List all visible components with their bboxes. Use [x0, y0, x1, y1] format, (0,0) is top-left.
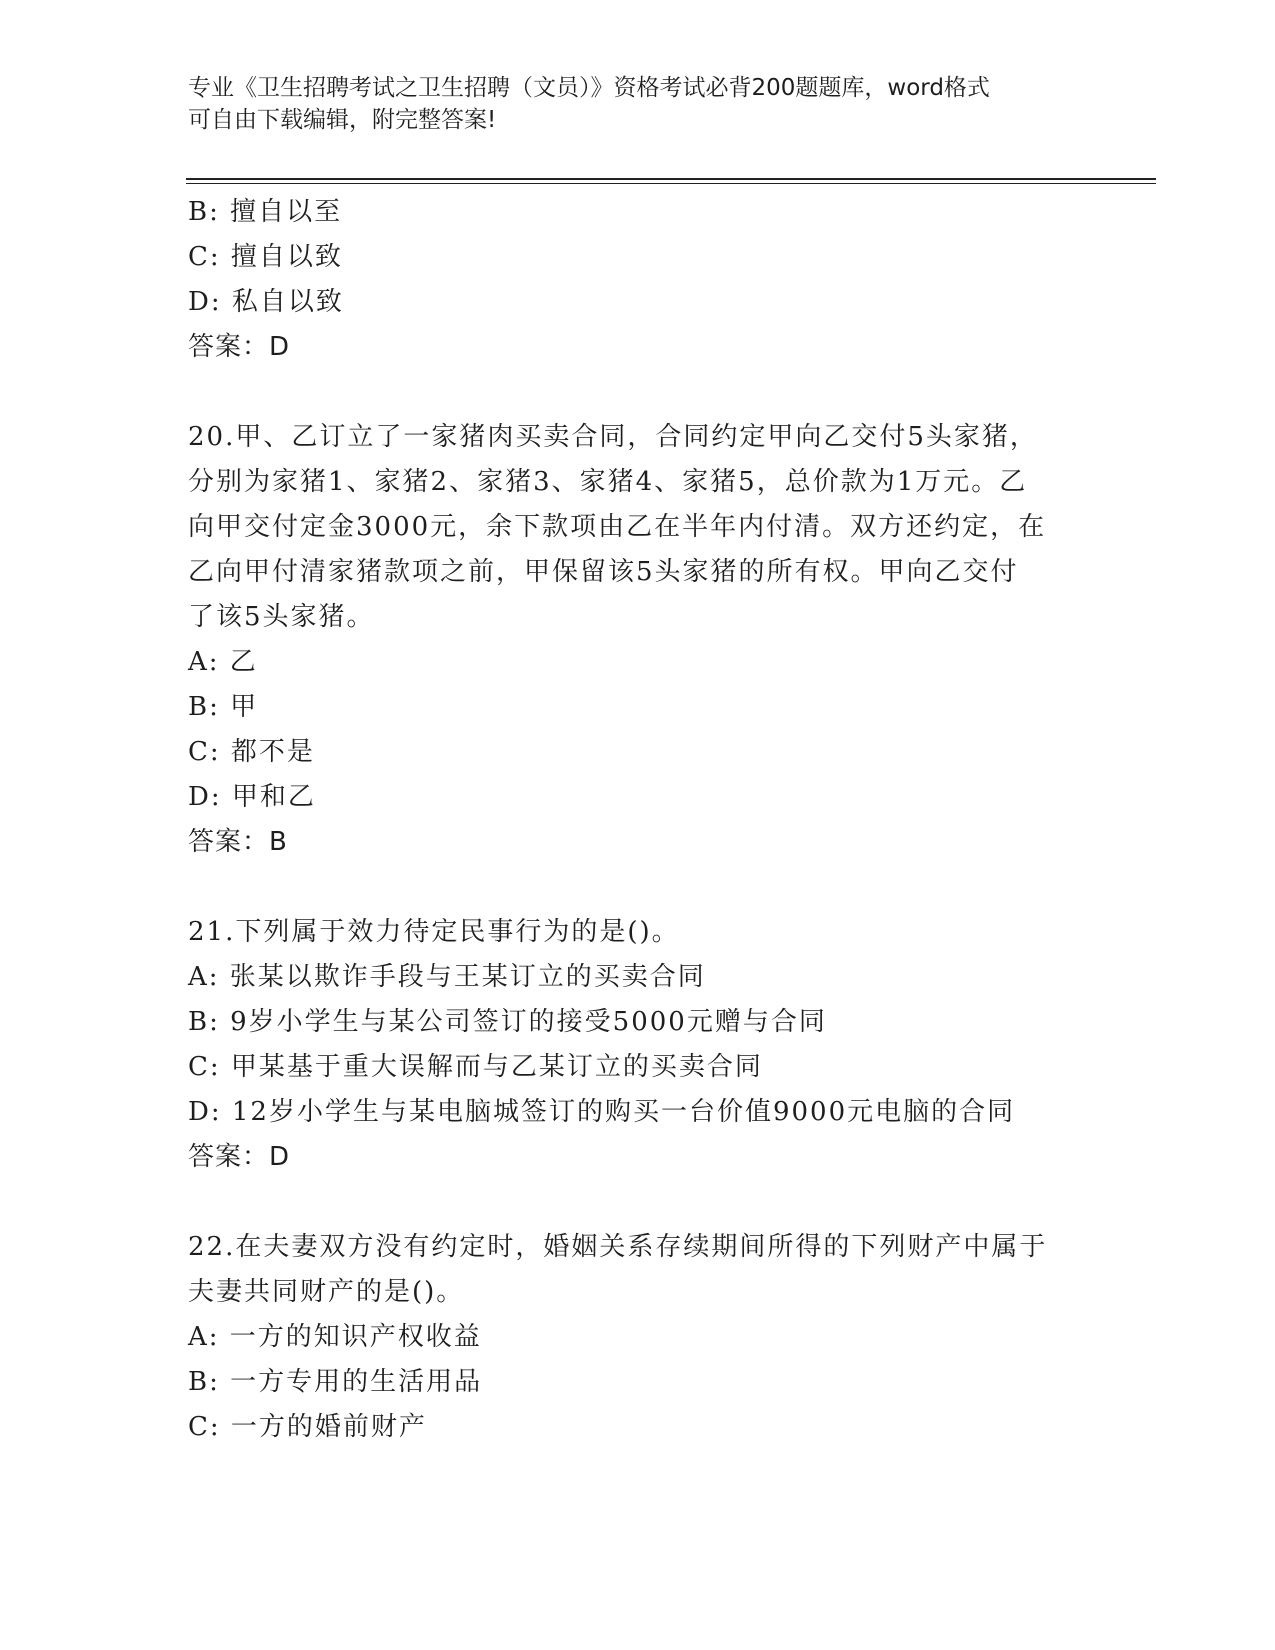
spacer [188, 370, 1088, 415]
question-block [188, 190, 1088, 370]
spacer [188, 865, 1088, 910]
question-stem-line: 了该5头家猪。 [188, 602, 375, 632]
option-a: A: 乙 [188, 647, 258, 677]
question-block [188, 910, 1088, 1180]
spacer [188, 1180, 1088, 1225]
question-stem-line: 向甲交付定金3000元，余下款项由乙在半年内付清。双方还约定，在 [188, 512, 1047, 542]
option-c: C: 擅自以致 [188, 242, 343, 272]
header-line-2: 可自由下载编辑，附完整答案! [188, 107, 497, 133]
option-c: C: 一方的婚前财产 [188, 1412, 427, 1442]
option-b: B: 擅自以至 [188, 197, 343, 227]
header-line-1: 专业《卫生招聘考试之卫生招聘（文员）》资格考试必背200题题库，word格式 [188, 75, 990, 101]
header-rule-thick [186, 178, 1156, 180]
option-b: B: 9岁小学生与某公司签订的接受5000元赠与合同 [188, 1007, 827, 1037]
answer-line: 答案：B [188, 827, 288, 857]
question-stem-line: 夫妻共同财产的是()。 [188, 1277, 465, 1307]
header-rule-thin [186, 183, 1156, 184]
option-c: C: 甲某基于重大误解而与乙某订立的买卖合同 [188, 1052, 763, 1082]
option-d: D: 12岁小学生与某电脑城签订的购买一台价值9000元电脑的合同 [188, 1097, 1016, 1127]
question-stem-line: 乙向甲付清家猪款项之前，甲保留该5头家猪的所有权。甲向乙交付 [188, 557, 1019, 587]
option-c: C: 都不是 [188, 737, 315, 767]
option-b: B: 甲 [188, 692, 259, 722]
option-b: B: 一方专用的生活用品 [188, 1367, 483, 1397]
option-d: D: 甲和乙 [188, 782, 316, 812]
question-block [188, 415, 1088, 865]
option-a: A: 一方的知识产权收益 [188, 1322, 482, 1352]
option-d: D: 私自以致 [188, 287, 344, 317]
question-list [188, 190, 1088, 1450]
answer-line: 答案：D [188, 332, 291, 362]
question-stem-line: 20.甲、乙订立了一家猪肉买卖合同，合同约定甲向乙交付5头家猪， [188, 422, 1038, 452]
question-stem-line: 22.在夫妻双方没有约定时，婚姻关系存续期间所得的下列财产中属于 [188, 1232, 1048, 1262]
option-a: A: 张某以欺诈手段与王某订立的买卖合同 [188, 962, 706, 992]
answer-line: 答案：D [188, 1142, 291, 1172]
question-stem-line: 分别为家猪1、家猪2、家猪3、家猪4、家猪5，总价款为1万元。乙 [188, 467, 1028, 497]
question-stem-line: 21.下列属于效力待定民事行为的是()。 [188, 917, 680, 947]
document-header [188, 72, 1068, 136]
question-block [188, 1225, 1088, 1450]
